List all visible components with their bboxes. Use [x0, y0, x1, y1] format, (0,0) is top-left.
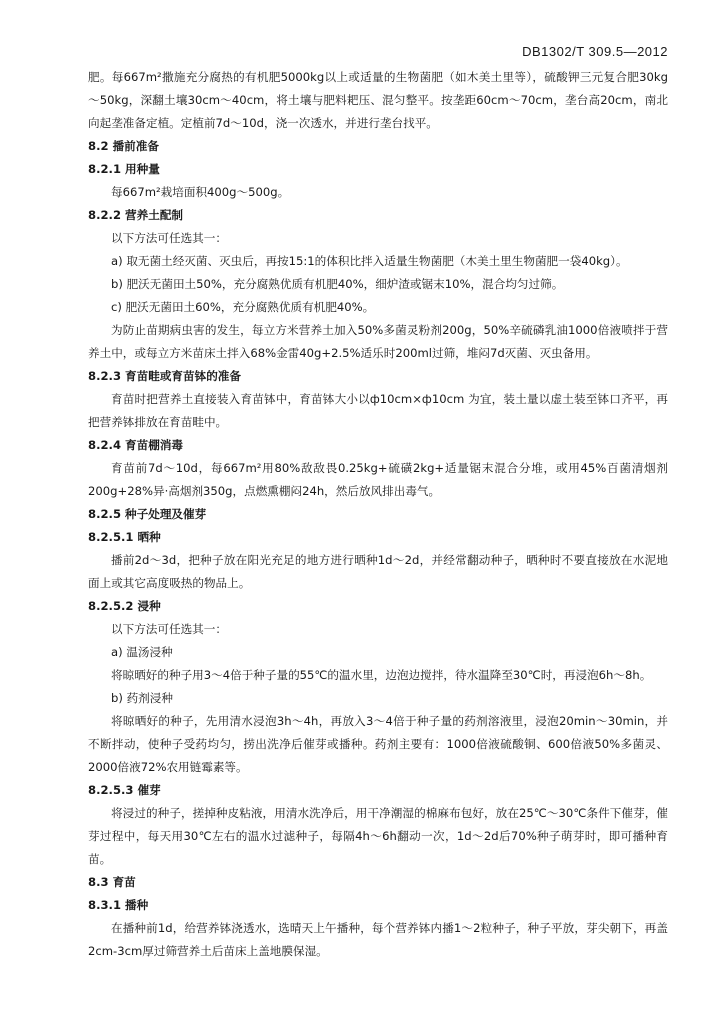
- paragraph: 将晾晒好的种子，先用清水浸泡3h～4h，再放入3～4倍于种子量的药剂溶液里，浸泡20min～30min，并不断拌动，使种子受药均匀，捞出洗净后催芽或播种。药剂主要有：1000倍液硫酸铜、600倍液50%多菌灵、2000倍液72%农用链霉素等。: [88, 714, 668, 774]
- list-item: a) 取无菌土经灭菌、灭虫后，再按15:1的体积比拌入适量生物菌肥（木美土里生物菌肥一袋40kg）。: [111, 254, 628, 268]
- paragraph: 在播种前1d，给营养钵浇透水，选晴天上午播种，每个营养钵内播1～2粒种子，种子平放，芽尖朝下，再盖2cm-3cm厚过筛营养土后苗床上盖地膜保湿。: [88, 921, 668, 958]
- list-item: b) 药剂浸种: [111, 691, 173, 705]
- section-heading: 8.2.5.2 浸种: [88, 599, 161, 613]
- paragraph: 以下方法可任选其一：: [111, 622, 227, 636]
- list-item: a) 温汤浸种: [111, 645, 173, 659]
- section-heading: 8.2.5.3 催芽: [88, 783, 161, 797]
- paragraph: 育苗时把营养土直接装入育苗钵中，育苗钵大小以ф10cm×ф10cm 为宜，装土量以虚土装至钵口齐平，再把营养钵排放在育苗畦中。: [88, 392, 668, 429]
- section-heading: 8.3.1 播种: [88, 898, 149, 912]
- paragraph: 每667m²栽培面积400g～500g。: [111, 185, 290, 199]
- section-heading: 8.2.2 营养土配制: [88, 208, 184, 222]
- section-heading: 8.2.1 用种量: [88, 162, 160, 176]
- paragraph: 播前2d～3d，把种子放在阳光充足的地方进行晒种1d～2d，并经常翻动种子，晒种时不要直接放在水泥地面上或其它高度吸热的物品上。: [88, 553, 668, 590]
- section-heading: 8.3 育苗: [88, 875, 136, 889]
- section-heading: 8.2 播前准备: [88, 139, 159, 153]
- standard-code: DB1302/T 309.5—2012: [522, 44, 668, 59]
- list-item: c) 肥沃无菌田土60%，充分腐熟优质有机肥40%。: [111, 300, 375, 314]
- section-heading: 8.2.4 育苗棚消毒: [88, 438, 184, 452]
- section-heading: 8.2.5.1 晒种: [88, 530, 161, 544]
- paragraph: 以下方法可任选其一：: [111, 231, 227, 245]
- document-body: [88, 66, 668, 963]
- paragraph: 将浸过的种子，搓掉种皮粘液，用清水洗净后，用干净潮湿的棉麻布包好，放在25℃～30℃条件下催芽，催芽过程中，每天用30℃左右的温水过滤种子，每隔4h～6h翻动一次，1d～2d后70%种子萌芽时，即可播种育苗。: [88, 806, 668, 866]
- list-item: b) 肥沃无菌田土50%，充分腐熟优质有机肥40%，细炉渣或锯末10%，混合均匀过筛。: [111, 277, 564, 291]
- paragraph: 育苗前7d～10d，每667m²用80%敌敌畏0.25kg+硫磺2kg+适量锯末混合分堆，或用45%百菌清烟剂200g+28%异·高烟剂350g，点燃熏棚闷24h，然后放风排出毒气。: [88, 461, 668, 498]
- section-heading: 8.2.3 育苗畦或育苗钵的准备: [88, 369, 241, 383]
- paragraph: 将晾晒好的种子用3～4倍于种子量的55℃的温水里，边泡边搅拌，待水温降至30℃时，再浸泡6h～8h。: [111, 668, 652, 682]
- paragraph: 为防止苗期病虫害的发生，每立方米营养土加入50%多菌灵粉剂200g，50%辛硫磷乳油1000倍液喷拌于营养土中，或每立方米苗床土拌入68%金雷40g+2.5%适乐时200ml过筛，堆闷7d灭菌、灭虫备用。: [88, 323, 668, 360]
- section-heading: 8.2.5 种子处理及催芽: [88, 507, 207, 521]
- paragraph: 肥。每667m²撒施充分腐热的有机肥5000kg以上或适量的生物菌肥（如木美土里等），硫酸钾三元复合肥30kg～50kg，深翻土壤30cm～40cm，将土壤与肥料耙压、混匀整平。按垄距60cm～70cm，垄台高20cm，南北向起垄准备定植。定植前7d～10d，浇一次透水，并进行垄台找平。: [88, 70, 668, 130]
